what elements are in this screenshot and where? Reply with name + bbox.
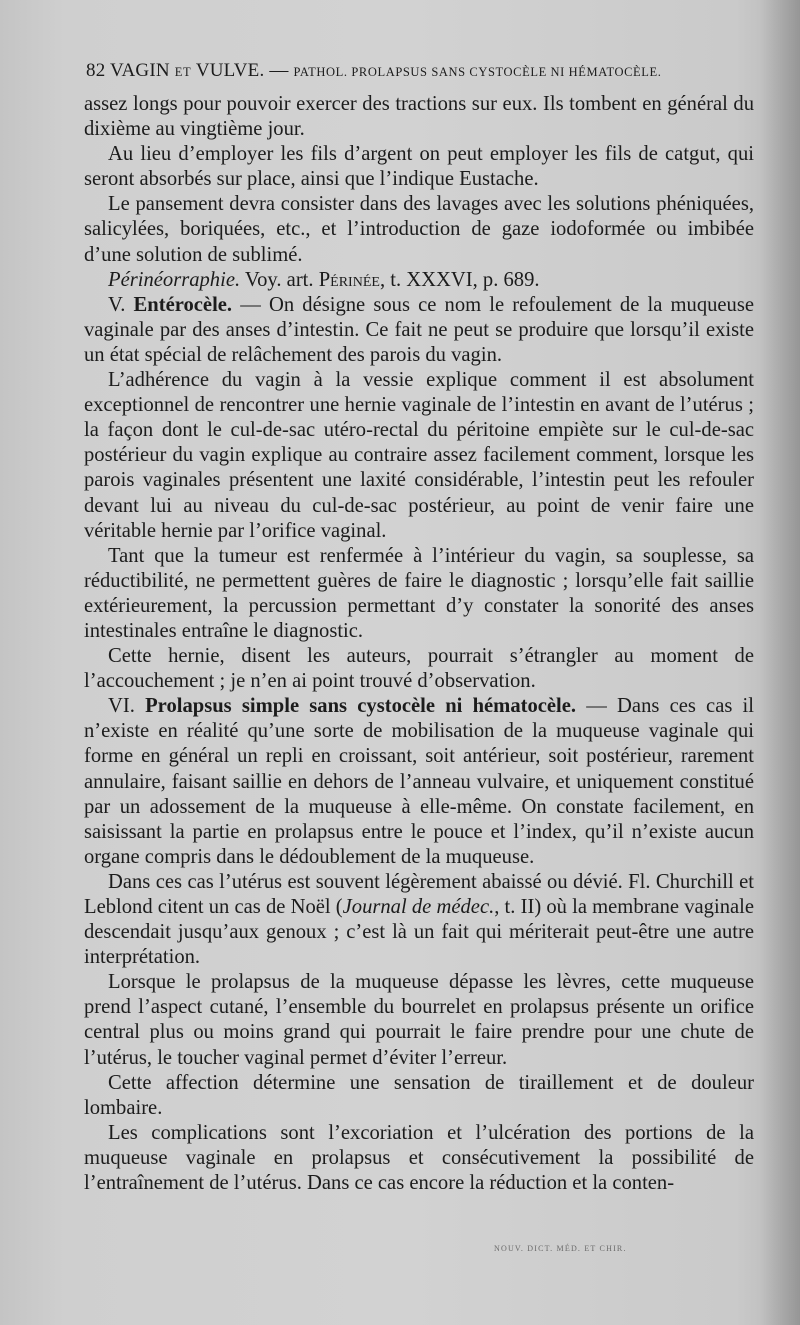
journal-citation: Journal de médec. <box>342 896 495 918</box>
cross-reference-article: Périnée <box>318 268 380 291</box>
paragraph-3: Le pansement devra consister dans des lavages avec les solutions phéniquées, salicylées, boriquées, etc., et l’introduction de gaze iodoformée ou imbibée d’une solution de sublimé. <box>84 193 754 266</box>
paragraph-12: Cette affection détermine une sensation de tiraillement et de douleur lombaire. <box>84 1071 754 1119</box>
cross-reference-location: , t. XXXVI, p. 689. <box>379 268 540 291</box>
header-title-2: VULVE. <box>195 60 265 81</box>
header-title: VAGIN <box>110 60 170 81</box>
paragraph-8: Cette hernie, disent les auteurs, pourrait s’étrangler au moment de l’accouchement ; je n’en ai point trouvé d’observation. <box>84 645 754 693</box>
paragraph-11: Lorsque le prolapsus de la muqueuse dépasse les lèvres, cette muqueuse prend l’aspect cutané, l’ensemble du bourrelet en prolapsus présente un orifice central plus ou moins grand qui pourrait le faire prendre pour une chute de l’utérus, le toucher vaginal permet d’éviter l’erreur. <box>84 971 754 1069</box>
signature-line: NOUV. DICT. MÉD. ET CHIR. <box>494 1244 627 1253</box>
header-conjunction: ET <box>174 65 192 79</box>
section-vi-number: VI. <box>108 695 135 718</box>
cross-reference-voy: Voy. art. <box>244 268 314 291</box>
paragraph-4 <box>84 268 754 293</box>
cross-reference-title: Périnéorraphie. <box>108 268 241 291</box>
paragraph-10-start: Dans ces cas l’utérus est souvent légèrement abaissé ou dévié. Fl. Churchill et Leblond citent un cas de Noël ( <box>84 870 754 918</box>
page-number: 82 <box>86 60 106 81</box>
section-vi-heading: Prolapsus simple sans cystocèle ni hématocèle. <box>145 695 577 718</box>
section-vi-body: — Dans ces cas il n’existe en réalité qu’une sorte de mobilisation de la muqueuse vaginale qui forme en général un repli en croissant, soit antérieur, soit postérieur, rarement annulaire, faisant saillie en dehors de l’anneau vulvaire, et uniquement constitué par un adossement de la muqueuse à elle-même. On constate facilement, en saisissant la partie en prolapsus entre le pouce et l’index, qu’il n’existe aucun organe compris dans le dédoublement de la muqueuse. <box>84 695 754 868</box>
paragraph-2: Au lieu d’employer les fils d’argent on peut employer les fils de catgut, qui seront absorbés sur place, ainsi que l’indique Eustache. <box>84 143 754 191</box>
header-dash: — <box>269 60 289 81</box>
paragraph-10 <box>84 870 754 970</box>
paragraph-6: L’adhérence du vagin à la vessie explique comment il est absolument exceptionnel de rencontrer une hernie vaginale de l’intestin en avant de l’utérus ; la façon dont le cul-de-sac utéro-rectal du péritoine empiète sur le cul-de-sac postérieur du vagin explique au contraire assez facilement comment, lorsque les parois vaginales présentent une laxité considérable, l’intestin peut les refouler devant lui au niveau du cul-de-sac postérieur, au point de venir faire une véritable hernie par l’orifice vaginal. <box>84 369 754 542</box>
section-v-number: V. <box>108 293 126 316</box>
body-text <box>84 92 754 1196</box>
page-edge-shadow <box>760 0 800 1325</box>
section-v <box>84 293 754 368</box>
section-vi <box>84 694 754 870</box>
section-v-body: — On désigne sous ce nom le refoulement de la muqueuse vaginale par des anses d’intestin. Ce fait ne peut se produire que lorsqu’il existe un état spécial de relâchement des parois du vagin. <box>84 293 755 366</box>
paragraph-1: assez longs pour pouvoir exercer des tractions sur eux. Ils tombent en général du dixième au vingtième jour. <box>84 93 754 141</box>
running-title: PATHOL. PROLAPSUS SANS CYSTOCÈLE NI HÉMATOCÈLE. <box>293 65 662 79</box>
paragraph-13: Les complications sont l’excoriation et l’ulcération des portions de la muqueuse vaginale en prolapsus et consécutivement la possibilité de l’entraînement de l’utérus. Dans ce cas encore la réduction et la conten- <box>84 1121 754 1195</box>
running-header <box>86 58 756 85</box>
paragraph-10-end: , t. II) où la membrane vaginale descendait jusqu’aux genoux ; c’est là un fait qui mériterait peut-être une autre interprétation. <box>84 896 754 969</box>
paragraph-7: Tant que la tumeur est renfermée à l’intérieur du vagin, sa souplesse, sa réductibilité, ne permettent guères de faire le diagnostic ; lorsqu’elle fait saillie extérieurement, la percussion permettant d’y constater la sonorité des anses intestinales entraîne le diagnostic. <box>84 544 754 642</box>
section-v-heading: Entérocèle. <box>133 293 233 316</box>
